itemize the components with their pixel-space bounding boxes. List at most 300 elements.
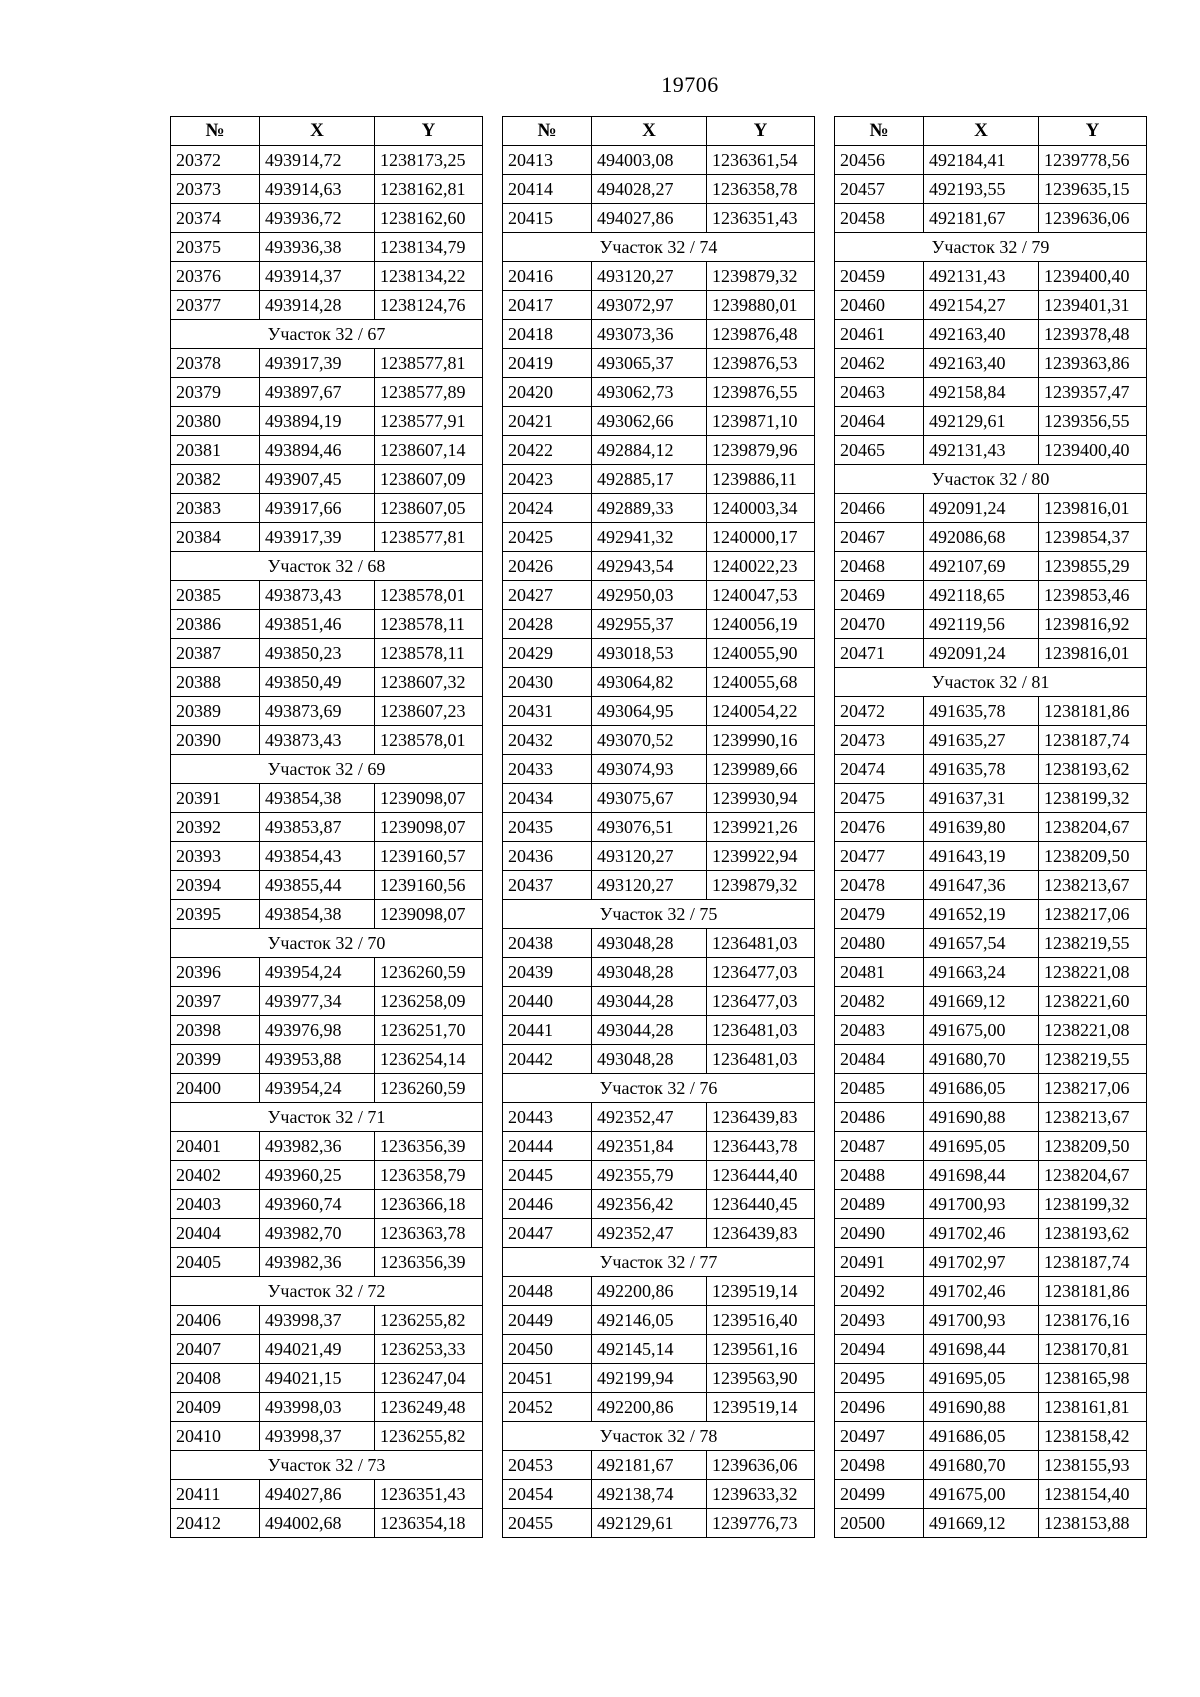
section-label: Участок 32 / 73 bbox=[171, 1451, 483, 1480]
y-coordinate: 1239357,47 bbox=[1039, 378, 1147, 407]
point-number: 20476 bbox=[835, 813, 924, 842]
x-coordinate: 494021,15 bbox=[260, 1364, 375, 1393]
y-coordinate: 1236249,48 bbox=[375, 1393, 483, 1422]
x-coordinate: 492884,12 bbox=[592, 436, 707, 465]
x-coordinate: 492158,84 bbox=[924, 378, 1039, 407]
y-coordinate: 1240055,68 bbox=[707, 668, 815, 697]
y-coordinate: 1238124,76 bbox=[375, 291, 483, 320]
table-row bbox=[835, 1393, 1147, 1422]
x-coordinate: 493853,87 bbox=[260, 813, 375, 842]
table-row bbox=[835, 726, 1147, 755]
section-row bbox=[835, 233, 1147, 262]
y-coordinate: 1238577,81 bbox=[375, 523, 483, 552]
point-number: 20380 bbox=[171, 407, 260, 436]
point-number: 20486 bbox=[835, 1103, 924, 1132]
table-row bbox=[171, 407, 483, 436]
x-coordinate: 492119,56 bbox=[924, 610, 1039, 639]
point-number: 20410 bbox=[171, 1422, 260, 1451]
table-row bbox=[171, 378, 483, 407]
table-row bbox=[171, 1393, 483, 1422]
y-coordinate: 1236440,45 bbox=[707, 1190, 815, 1219]
point-number: 20490 bbox=[835, 1219, 924, 1248]
y-coordinate: 1238578,01 bbox=[375, 726, 483, 755]
y-coordinate: 1239516,40 bbox=[707, 1306, 815, 1335]
y-coordinate: 1238607,32 bbox=[375, 668, 483, 697]
point-number: 20483 bbox=[835, 1016, 924, 1045]
x-coordinate: 491652,19 bbox=[924, 900, 1039, 929]
x-coordinate: 493070,52 bbox=[592, 726, 707, 755]
point-number: 20424 bbox=[503, 494, 592, 523]
x-coordinate: 493998,03 bbox=[260, 1393, 375, 1422]
x-coordinate: 492181,67 bbox=[592, 1451, 707, 1480]
x-coordinate: 492129,61 bbox=[592, 1509, 707, 1538]
x-coordinate: 492351,84 bbox=[592, 1132, 707, 1161]
point-number: 20397 bbox=[171, 987, 260, 1016]
point-number: 20497 bbox=[835, 1422, 924, 1451]
table-row bbox=[171, 958, 483, 987]
table-header-row bbox=[503, 117, 815, 146]
y-coordinate: 1238221,08 bbox=[1039, 1016, 1147, 1045]
x-coordinate: 492138,74 bbox=[592, 1480, 707, 1509]
point-number: 20485 bbox=[835, 1074, 924, 1103]
table-row bbox=[503, 1016, 815, 1045]
table-row bbox=[503, 1219, 815, 1248]
x-coordinate: 493936,72 bbox=[260, 204, 375, 233]
x-coordinate: 492184,41 bbox=[924, 146, 1039, 175]
point-number: 20494 bbox=[835, 1335, 924, 1364]
y-coordinate: 1238213,67 bbox=[1039, 1103, 1147, 1132]
y-coordinate: 1238165,98 bbox=[1039, 1364, 1147, 1393]
y-coordinate: 1239561,16 bbox=[707, 1335, 815, 1364]
y-coordinate: 1239879,32 bbox=[707, 262, 815, 291]
table-row bbox=[503, 929, 815, 958]
x-coordinate: 491695,05 bbox=[924, 1132, 1039, 1161]
y-coordinate: 1240047,53 bbox=[707, 581, 815, 610]
point-number: 20495 bbox=[835, 1364, 924, 1393]
table-row bbox=[835, 1277, 1147, 1306]
y-coordinate: 1239160,56 bbox=[375, 871, 483, 900]
header-y: Y bbox=[1039, 117, 1147, 146]
section-label: Участок 32 / 75 bbox=[503, 900, 815, 929]
x-coordinate: 491675,00 bbox=[924, 1480, 1039, 1509]
y-coordinate: 1238209,50 bbox=[1039, 1132, 1147, 1161]
x-coordinate: 493998,37 bbox=[260, 1422, 375, 1451]
x-coordinate: 493960,74 bbox=[260, 1190, 375, 1219]
x-coordinate: 492091,24 bbox=[924, 639, 1039, 668]
point-number: 20465 bbox=[835, 436, 924, 465]
table-row bbox=[171, 1132, 483, 1161]
point-number: 20482 bbox=[835, 987, 924, 1016]
point-number: 20449 bbox=[503, 1306, 592, 1335]
point-number: 20453 bbox=[503, 1451, 592, 1480]
point-number: 20432 bbox=[503, 726, 592, 755]
point-number: 20402 bbox=[171, 1161, 260, 1190]
x-coordinate: 493917,66 bbox=[260, 494, 375, 523]
x-coordinate: 491669,12 bbox=[924, 1509, 1039, 1538]
table-row bbox=[835, 407, 1147, 436]
y-coordinate: 1236351,43 bbox=[707, 204, 815, 233]
x-coordinate: 491690,88 bbox=[924, 1393, 1039, 1422]
y-coordinate: 1238577,81 bbox=[375, 349, 483, 378]
table-row bbox=[503, 1335, 815, 1364]
table-row bbox=[835, 900, 1147, 929]
x-coordinate: 492086,68 bbox=[924, 523, 1039, 552]
y-coordinate: 1239816,01 bbox=[1039, 494, 1147, 523]
y-coordinate: 1238170,81 bbox=[1039, 1335, 1147, 1364]
table-row bbox=[171, 494, 483, 523]
table-row bbox=[835, 1248, 1147, 1277]
x-coordinate: 494027,86 bbox=[260, 1480, 375, 1509]
y-coordinate: 1238199,32 bbox=[1039, 784, 1147, 813]
point-number: 20458 bbox=[835, 204, 924, 233]
x-coordinate: 493982,36 bbox=[260, 1132, 375, 1161]
table-row bbox=[835, 1451, 1147, 1480]
x-coordinate: 493917,39 bbox=[260, 523, 375, 552]
y-coordinate: 1239401,31 bbox=[1039, 291, 1147, 320]
point-number: 20412 bbox=[171, 1509, 260, 1538]
point-number: 20499 bbox=[835, 1480, 924, 1509]
x-coordinate: 492200,86 bbox=[592, 1277, 707, 1306]
x-coordinate: 493120,27 bbox=[592, 262, 707, 291]
y-coordinate: 1239098,07 bbox=[375, 813, 483, 842]
section-label: Участок 32 / 78 bbox=[503, 1422, 815, 1451]
section-row bbox=[503, 900, 815, 929]
y-coordinate: 1238173,25 bbox=[375, 146, 483, 175]
point-number: 20462 bbox=[835, 349, 924, 378]
point-number: 20413 bbox=[503, 146, 592, 175]
y-coordinate: 1238607,05 bbox=[375, 494, 483, 523]
point-number: 20431 bbox=[503, 697, 592, 726]
x-coordinate: 491698,44 bbox=[924, 1161, 1039, 1190]
y-coordinate: 1240055,90 bbox=[707, 639, 815, 668]
y-coordinate: 1236253,33 bbox=[375, 1335, 483, 1364]
y-coordinate: 1239636,06 bbox=[707, 1451, 815, 1480]
table-row bbox=[503, 349, 815, 378]
x-coordinate: 491637,31 bbox=[924, 784, 1039, 813]
y-coordinate: 1239879,96 bbox=[707, 436, 815, 465]
table-row bbox=[835, 1161, 1147, 1190]
point-number: 20382 bbox=[171, 465, 260, 494]
x-coordinate: 492193,55 bbox=[924, 175, 1039, 204]
point-number: 20442 bbox=[503, 1045, 592, 1074]
x-coordinate: 491686,05 bbox=[924, 1074, 1039, 1103]
x-coordinate: 491702,46 bbox=[924, 1219, 1039, 1248]
x-coordinate: 493953,88 bbox=[260, 1045, 375, 1074]
table-row bbox=[835, 1132, 1147, 1161]
point-number: 20411 bbox=[171, 1480, 260, 1509]
point-number: 20398 bbox=[171, 1016, 260, 1045]
point-number: 20434 bbox=[503, 784, 592, 813]
coordinates-table-1 bbox=[170, 116, 482, 1538]
section-label: Участок 32 / 72 bbox=[171, 1277, 483, 1306]
x-coordinate: 493048,28 bbox=[592, 1045, 707, 1074]
section-row bbox=[171, 1103, 483, 1132]
y-coordinate: 1239930,94 bbox=[707, 784, 815, 813]
x-coordinate: 494003,08 bbox=[592, 146, 707, 175]
x-coordinate: 492943,54 bbox=[592, 552, 707, 581]
x-coordinate: 491643,19 bbox=[924, 842, 1039, 871]
table-row bbox=[171, 987, 483, 1016]
x-coordinate: 493894,19 bbox=[260, 407, 375, 436]
x-coordinate: 494027,86 bbox=[592, 204, 707, 233]
point-number: 20428 bbox=[503, 610, 592, 639]
y-coordinate: 1240054,22 bbox=[707, 697, 815, 726]
point-number: 20464 bbox=[835, 407, 924, 436]
x-coordinate: 493907,45 bbox=[260, 465, 375, 494]
point-number: 20484 bbox=[835, 1045, 924, 1074]
point-number: 20478 bbox=[835, 871, 924, 900]
point-number: 20451 bbox=[503, 1364, 592, 1393]
x-coordinate: 493073,36 bbox=[592, 320, 707, 349]
x-coordinate: 493960,25 bbox=[260, 1161, 375, 1190]
point-number: 20441 bbox=[503, 1016, 592, 1045]
point-number: 20445 bbox=[503, 1161, 592, 1190]
x-coordinate: 491635,78 bbox=[924, 697, 1039, 726]
y-coordinate: 1239921,26 bbox=[707, 813, 815, 842]
table-row bbox=[503, 784, 815, 813]
table-row bbox=[503, 987, 815, 1016]
table-row bbox=[171, 1306, 483, 1335]
point-number: 20407 bbox=[171, 1335, 260, 1364]
table-row bbox=[503, 1132, 815, 1161]
x-coordinate: 492091,24 bbox=[924, 494, 1039, 523]
section-label: Участок 32 / 79 bbox=[835, 233, 1147, 262]
x-coordinate: 493854,38 bbox=[260, 900, 375, 929]
table-row bbox=[503, 871, 815, 900]
point-number: 20437 bbox=[503, 871, 592, 900]
point-number: 20460 bbox=[835, 291, 924, 320]
x-coordinate: 493854,43 bbox=[260, 842, 375, 871]
table-row bbox=[503, 1045, 815, 1074]
section-row bbox=[171, 320, 483, 349]
section-label: Участок 32 / 76 bbox=[503, 1074, 815, 1103]
point-number: 20374 bbox=[171, 204, 260, 233]
table-row bbox=[503, 639, 815, 668]
x-coordinate: 491680,70 bbox=[924, 1451, 1039, 1480]
y-coordinate: 1239879,32 bbox=[707, 871, 815, 900]
table-row bbox=[835, 349, 1147, 378]
y-coordinate: 1239876,48 bbox=[707, 320, 815, 349]
y-coordinate: 1239400,40 bbox=[1039, 262, 1147, 291]
table-row bbox=[835, 262, 1147, 291]
x-coordinate: 491639,80 bbox=[924, 813, 1039, 842]
header-num: № bbox=[171, 117, 260, 146]
table-row bbox=[503, 291, 815, 320]
y-coordinate: 1238162,81 bbox=[375, 175, 483, 204]
table-row bbox=[835, 871, 1147, 900]
header-x: X bbox=[260, 117, 375, 146]
y-coordinate: 1238161,81 bbox=[1039, 1393, 1147, 1422]
x-coordinate: 493873,43 bbox=[260, 581, 375, 610]
point-number: 20417 bbox=[503, 291, 592, 320]
table-row bbox=[171, 697, 483, 726]
x-coordinate: 494028,27 bbox=[592, 175, 707, 204]
point-number: 20422 bbox=[503, 436, 592, 465]
y-coordinate: 1236247,04 bbox=[375, 1364, 483, 1393]
table-row bbox=[503, 552, 815, 581]
point-number: 20456 bbox=[835, 146, 924, 175]
table-row bbox=[503, 407, 815, 436]
table-row bbox=[835, 146, 1147, 175]
table-row bbox=[835, 291, 1147, 320]
table-row bbox=[171, 1422, 483, 1451]
table-row bbox=[835, 175, 1147, 204]
x-coordinate: 493914,37 bbox=[260, 262, 375, 291]
x-coordinate: 491686,05 bbox=[924, 1422, 1039, 1451]
y-coordinate: 1236363,78 bbox=[375, 1219, 483, 1248]
y-coordinate: 1238204,67 bbox=[1039, 813, 1147, 842]
table-row bbox=[835, 1190, 1147, 1219]
table-header-row bbox=[171, 117, 483, 146]
x-coordinate: 491647,36 bbox=[924, 871, 1039, 900]
table-row bbox=[503, 204, 815, 233]
x-coordinate: 493120,27 bbox=[592, 871, 707, 900]
x-coordinate: 491657,54 bbox=[924, 929, 1039, 958]
table-row bbox=[503, 1277, 815, 1306]
x-coordinate: 492889,33 bbox=[592, 494, 707, 523]
point-number: 20496 bbox=[835, 1393, 924, 1422]
table-row bbox=[171, 784, 483, 813]
y-coordinate: 1238221,08 bbox=[1039, 958, 1147, 987]
y-coordinate: 1238158,42 bbox=[1039, 1422, 1147, 1451]
y-coordinate: 1236481,03 bbox=[707, 929, 815, 958]
table-row bbox=[171, 900, 483, 929]
x-coordinate: 492356,42 bbox=[592, 1190, 707, 1219]
table-row bbox=[835, 1103, 1147, 1132]
y-coordinate: 1238193,62 bbox=[1039, 755, 1147, 784]
y-coordinate: 1238221,60 bbox=[1039, 987, 1147, 1016]
x-coordinate: 493854,38 bbox=[260, 784, 375, 813]
table-row bbox=[503, 1190, 815, 1219]
y-coordinate: 1238187,74 bbox=[1039, 726, 1147, 755]
y-coordinate: 1239922,94 bbox=[707, 842, 815, 871]
y-coordinate: 1236358,79 bbox=[375, 1161, 483, 1190]
y-coordinate: 1236439,83 bbox=[707, 1103, 815, 1132]
table-row bbox=[835, 436, 1147, 465]
table-row bbox=[835, 784, 1147, 813]
point-number: 20498 bbox=[835, 1451, 924, 1480]
section-row bbox=[503, 1422, 815, 1451]
point-number: 20385 bbox=[171, 581, 260, 610]
y-coordinate: 1238217,06 bbox=[1039, 900, 1147, 929]
x-coordinate: 493048,28 bbox=[592, 929, 707, 958]
x-coordinate: 493998,37 bbox=[260, 1306, 375, 1335]
x-coordinate: 492352,47 bbox=[592, 1219, 707, 1248]
y-coordinate: 1239854,37 bbox=[1039, 523, 1147, 552]
x-coordinate: 493044,28 bbox=[592, 1016, 707, 1045]
point-number: 20467 bbox=[835, 523, 924, 552]
y-coordinate: 1238134,79 bbox=[375, 233, 483, 262]
y-coordinate: 1238154,40 bbox=[1039, 1480, 1147, 1509]
section-row bbox=[503, 1248, 815, 1277]
point-number: 20489 bbox=[835, 1190, 924, 1219]
table-row bbox=[503, 1509, 815, 1538]
point-number: 20401 bbox=[171, 1132, 260, 1161]
x-coordinate: 493074,93 bbox=[592, 755, 707, 784]
x-coordinate: 491698,44 bbox=[924, 1335, 1039, 1364]
section-row bbox=[171, 929, 483, 958]
x-coordinate: 493914,72 bbox=[260, 146, 375, 175]
x-coordinate: 494002,68 bbox=[260, 1509, 375, 1538]
y-coordinate: 1236258,09 bbox=[375, 987, 483, 1016]
section-label: Участок 32 / 69 bbox=[171, 755, 483, 784]
y-coordinate: 1238607,14 bbox=[375, 436, 483, 465]
table-row bbox=[171, 233, 483, 262]
x-coordinate: 493897,67 bbox=[260, 378, 375, 407]
y-coordinate: 1238181,86 bbox=[1039, 1277, 1147, 1306]
y-coordinate: 1239400,40 bbox=[1039, 436, 1147, 465]
y-coordinate: 1239855,29 bbox=[1039, 552, 1147, 581]
y-coordinate: 1239776,73 bbox=[707, 1509, 815, 1538]
header-y: Y bbox=[707, 117, 815, 146]
point-number: 20390 bbox=[171, 726, 260, 755]
point-number: 20396 bbox=[171, 958, 260, 987]
table-row bbox=[171, 610, 483, 639]
table-row bbox=[171, 581, 483, 610]
table-row bbox=[835, 494, 1147, 523]
table-row bbox=[835, 1306, 1147, 1335]
y-coordinate: 1239989,66 bbox=[707, 755, 815, 784]
table-row bbox=[835, 1364, 1147, 1393]
table-row bbox=[171, 175, 483, 204]
x-coordinate: 493064,82 bbox=[592, 668, 707, 697]
x-coordinate: 493954,24 bbox=[260, 958, 375, 987]
table-row bbox=[835, 523, 1147, 552]
y-coordinate: 1238187,74 bbox=[1039, 1248, 1147, 1277]
table-row bbox=[503, 494, 815, 523]
x-coordinate: 491663,24 bbox=[924, 958, 1039, 987]
y-coordinate: 1239880,01 bbox=[707, 291, 815, 320]
table-row bbox=[835, 958, 1147, 987]
table-row bbox=[171, 813, 483, 842]
header-num: № bbox=[503, 117, 592, 146]
table-row bbox=[503, 146, 815, 175]
y-coordinate: 1238213,67 bbox=[1039, 871, 1147, 900]
table-row bbox=[503, 1161, 815, 1190]
point-number: 20479 bbox=[835, 900, 924, 929]
y-coordinate: 1236481,03 bbox=[707, 1045, 815, 1074]
y-coordinate: 1238176,16 bbox=[1039, 1306, 1147, 1335]
table-row bbox=[503, 465, 815, 494]
y-coordinate: 1238577,91 bbox=[375, 407, 483, 436]
y-coordinate: 1239853,46 bbox=[1039, 581, 1147, 610]
x-coordinate: 491690,88 bbox=[924, 1103, 1039, 1132]
y-coordinate: 1239378,48 bbox=[1039, 320, 1147, 349]
table-row bbox=[835, 320, 1147, 349]
x-coordinate: 492163,40 bbox=[924, 320, 1039, 349]
table-row bbox=[503, 813, 815, 842]
x-coordinate: 491635,27 bbox=[924, 726, 1039, 755]
x-coordinate: 493072,97 bbox=[592, 291, 707, 320]
y-coordinate: 1236477,03 bbox=[707, 958, 815, 987]
y-coordinate: 1236351,43 bbox=[375, 1480, 483, 1509]
table-row bbox=[835, 1335, 1147, 1364]
x-coordinate: 491700,93 bbox=[924, 1190, 1039, 1219]
point-number: 20487 bbox=[835, 1132, 924, 1161]
table-row bbox=[503, 523, 815, 552]
point-number: 20409 bbox=[171, 1393, 260, 1422]
x-coordinate: 491680,70 bbox=[924, 1045, 1039, 1074]
section-label: Участок 32 / 81 bbox=[835, 668, 1147, 697]
table-row bbox=[171, 842, 483, 871]
point-number: 20394 bbox=[171, 871, 260, 900]
x-coordinate: 493977,34 bbox=[260, 987, 375, 1016]
section-label: Участок 32 / 74 bbox=[503, 233, 815, 262]
table-row bbox=[171, 726, 483, 755]
table-row bbox=[171, 1364, 483, 1393]
point-number: 20419 bbox=[503, 349, 592, 378]
y-coordinate: 1238578,11 bbox=[375, 610, 483, 639]
